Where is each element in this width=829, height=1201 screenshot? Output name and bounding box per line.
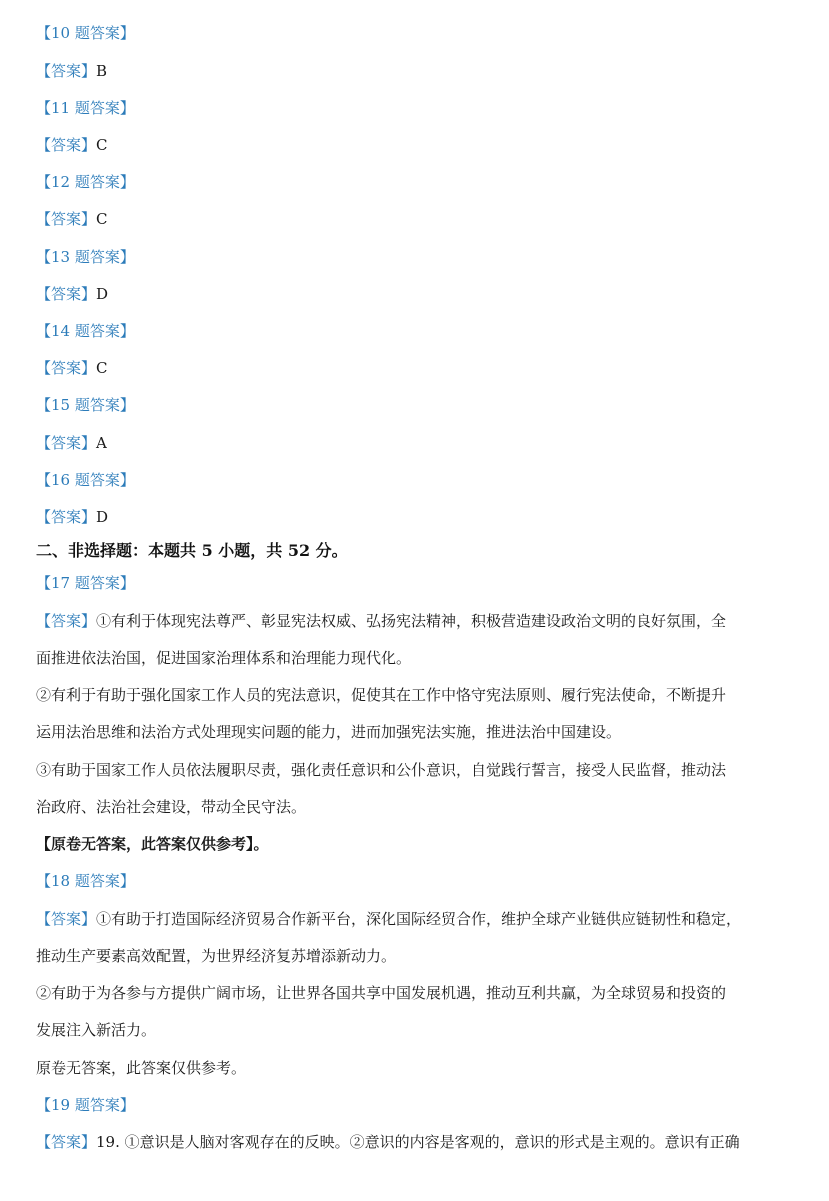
answer-header-10: 【10 题答案】	[36, 24, 135, 42]
answer-note: 原卷无答案，此答案仅供参考。	[36, 1059, 247, 1077]
answer-paragraph-line: 面推进依法治国，促进国家治理体系和治理能力现代化。	[36, 649, 412, 667]
answer-line-15	[36, 432, 811, 454]
answer-paragraph-line: 治政府、法治社会建设，带动全民守法。	[36, 798, 307, 816]
answer-paragraph-line: 推动生产要素高效配置，为世界经济复苏增添新动力。	[36, 947, 397, 965]
answer-line-14	[36, 357, 811, 379]
answer-note: 【原卷无答案，此答案仅供参考】。	[36, 835, 269, 853]
answer-label: 【答案】	[36, 910, 97, 928]
answer-value: C	[96, 210, 108, 228]
answer-label: 【答案】	[36, 359, 97, 377]
answer-text: ①有助于打造国际经济贸易合作新平台，深化国际经贸合作，维护全球产业链供应链韧性和稳定，	[96, 910, 742, 928]
answer-label: 【答案】	[36, 508, 97, 526]
answer-text: ①有利于体现宪法尊严、彰显宪法权威、弘扬宪法精神，积极营造建设政治文明的良好氛围，全	[96, 612, 727, 630]
answer-label: 【答案】	[36, 612, 97, 630]
answer-value: D	[96, 285, 109, 303]
answer-line-10	[36, 60, 811, 82]
answer-header-13: 【13 题答案】	[36, 248, 135, 266]
answer-label: 【答案】	[36, 210, 97, 228]
answer-text: 19. ①意识是人脑对客观存在的反映。②意识的内容是客观的，意识的形式是主观的。意识有正确	[96, 1133, 740, 1151]
answer-value: A	[96, 434, 107, 452]
answer-line-12	[36, 208, 811, 230]
answer-line-11	[36, 134, 811, 156]
answer-value: B	[96, 62, 108, 80]
answer-value: D	[96, 508, 109, 526]
answer-paragraph-line: ②有助于为各参与方提供广阔市场，让世界各国共享中国发展机遇，推动互利共赢，为全球贸易和投资的	[36, 984, 727, 1002]
answer-paragraph-line: 运用法治思维和法治方式处理现实问题的能力，进而加强宪法实施，推进法治中国建设。	[36, 723, 622, 741]
answer-header-19: 【19 题答案】	[36, 1096, 135, 1114]
answer-label: 【答案】	[36, 285, 97, 303]
answer-paragraph-line: 发展注入新活力。	[36, 1021, 157, 1039]
answer-value: C	[96, 136, 108, 154]
answer-header-14: 【14 题答案】	[36, 322, 135, 340]
answer-paragraph-line: ②有利于有助于强化国家工作人员的宪法意识，促使其在工作中恪守宪法原则、履行宪法使命，不断提升	[36, 686, 727, 704]
answer-header-16: 【16 题答案】	[36, 471, 135, 489]
answer-label: 【答案】	[36, 136, 97, 154]
answer-line-16	[36, 506, 811, 528]
answer-header-17: 【17 题答案】	[36, 574, 135, 592]
answer-label: 【答案】	[36, 62, 97, 80]
answer-label: 【答案】	[36, 1133, 97, 1151]
answer-paragraph-line	[36, 1131, 811, 1153]
answer-paragraph-line	[36, 908, 811, 930]
answer-header-15: 【15 题答案】	[36, 396, 135, 414]
answer-paragraph-line	[36, 610, 811, 632]
section-heading: 二、非选择题：本题共 5 小题，共 52 分。	[36, 541, 348, 560]
answer-value: C	[96, 359, 108, 377]
answer-label: 【答案】	[36, 434, 97, 452]
answer-line-13	[36, 283, 811, 305]
answer-header-12: 【12 题答案】	[36, 173, 135, 191]
answer-paragraph-line: ③有助于国家工作人员依法履职尽责，强化责任意识和公仆意识，自觉践行誓言，接受人民监督，推动法	[36, 761, 727, 779]
answer-header-11: 【11 题答案】	[36, 99, 135, 117]
answer-header-18: 【18 题答案】	[36, 872, 135, 890]
